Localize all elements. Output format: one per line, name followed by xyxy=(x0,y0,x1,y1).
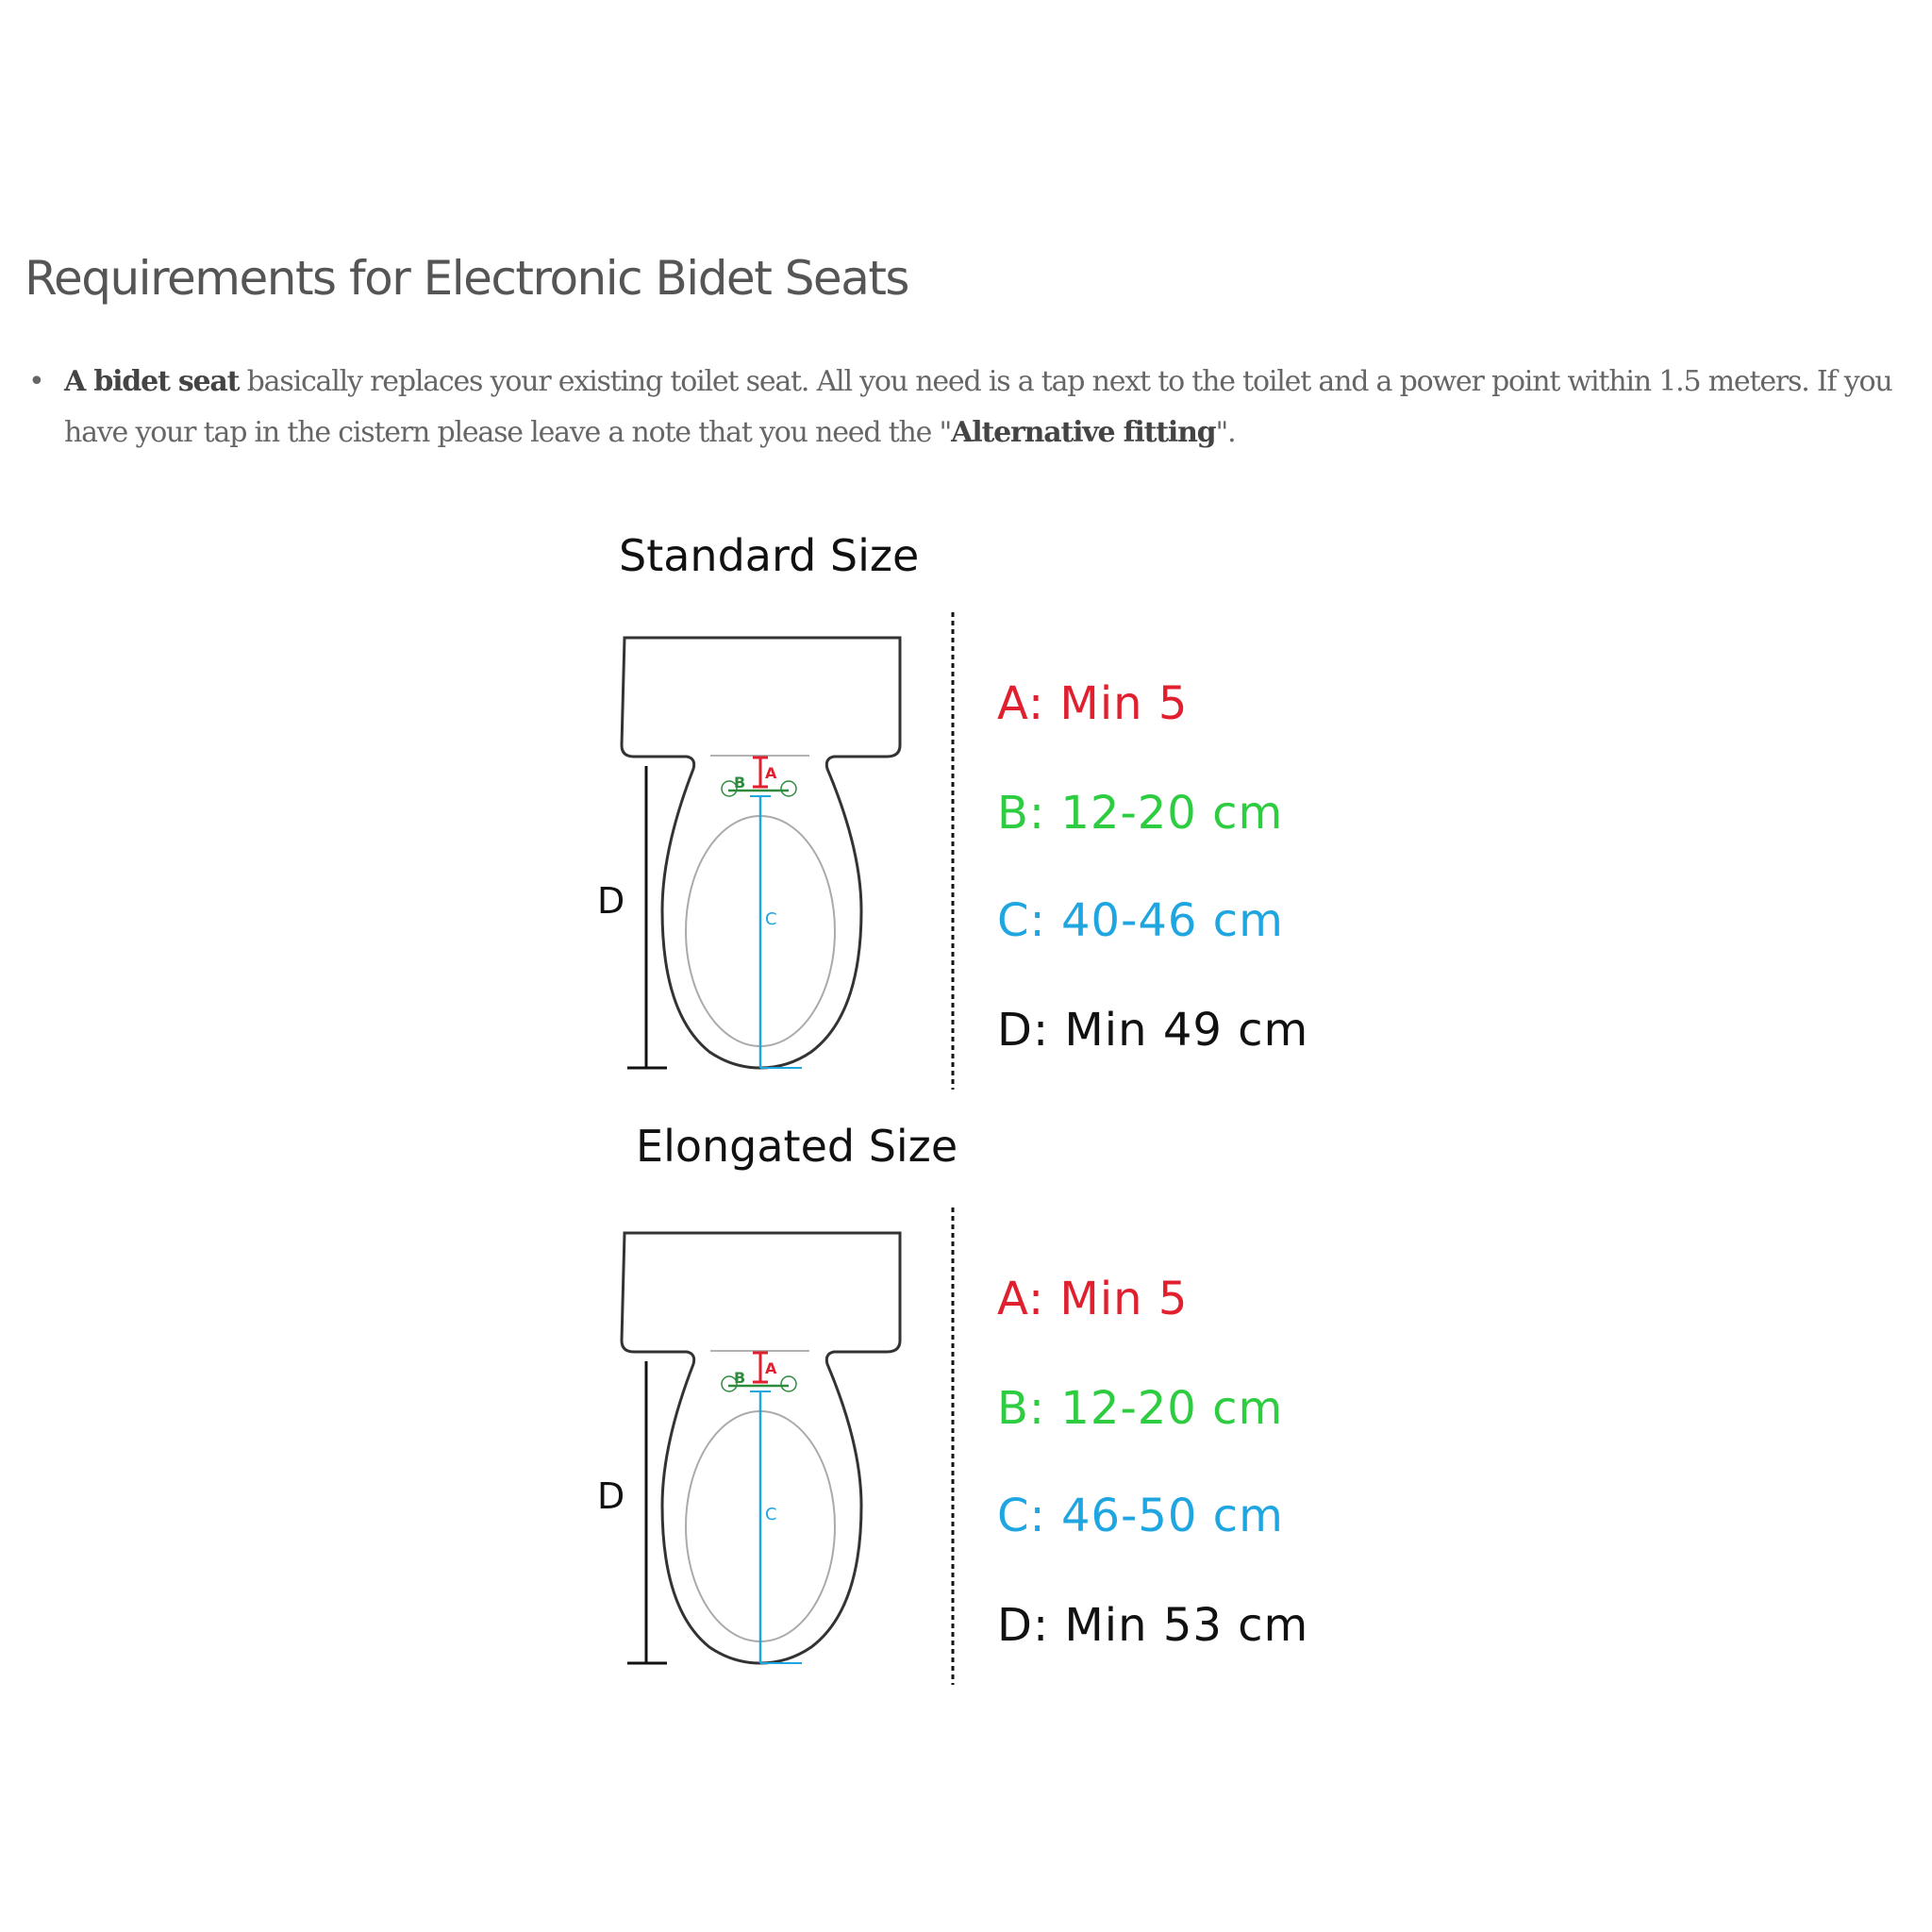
elongated-d-label: D xyxy=(597,1475,625,1517)
standard-label-a: A: Min 5 xyxy=(997,677,1189,730)
elongated-label-c: C: 46-50 cm xyxy=(997,1490,1284,1542)
standard-size-title: Standard Size xyxy=(619,530,920,581)
elongated-label-a: A: Min 5 xyxy=(997,1273,1189,1325)
page-title: Requirements for Electronic Bidet Seats xyxy=(25,251,908,306)
elongated-size-title: Elongated Size xyxy=(636,1121,958,1172)
standard-d-label: D xyxy=(597,880,625,922)
standard-label-d: D: Min 49 cm xyxy=(997,1004,1309,1057)
elongated-toilet-diagram xyxy=(597,1208,953,1685)
bold-bidet-seat: A bidet seat xyxy=(64,365,240,398)
elongated-label-b: B: 12-20 cm xyxy=(997,1382,1284,1435)
elongated-label-d: D: Min 53 cm xyxy=(997,1599,1309,1652)
bullet-text-2: ". xyxy=(1215,416,1236,449)
standard-label-c: C: 40-46 cm xyxy=(997,894,1284,947)
standard-toilet-diagram xyxy=(597,612,953,1090)
standard-label-b: B: 12-20 cm xyxy=(997,787,1284,840)
bullet-text-1: basically replaces your existing toilet seat. All you need is a tap next to the toilet and a power point within 1.5 meters. If you have your tap in the cistern please leave a note that you need the " xyxy=(64,365,1892,449)
bold-alternative-fitting: Alternative fitting xyxy=(951,416,1216,449)
bullet-dot: • xyxy=(28,365,44,398)
